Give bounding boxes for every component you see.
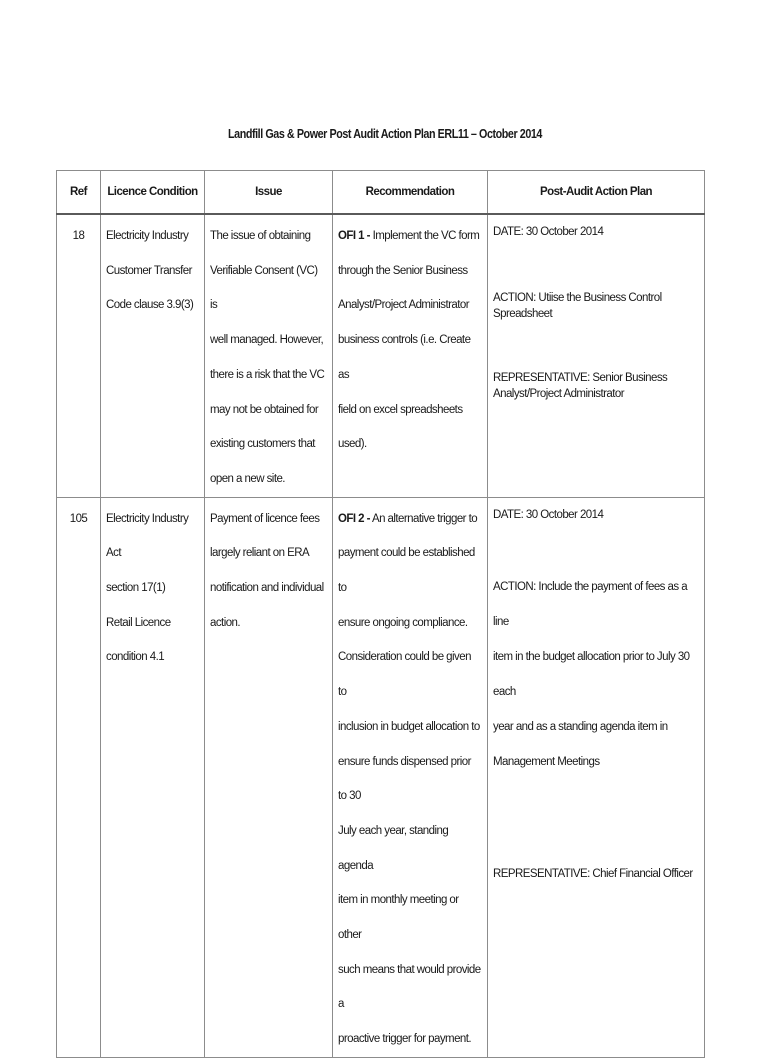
recommendation-line: ensure ongoing compliance.: [338, 616, 468, 629]
table-row: [57, 497, 705, 1057]
issue-line: open a new site.: [210, 472, 285, 485]
recommendation-line: ensure funds dispensed prior to 30: [338, 755, 471, 803]
action-representative-cont: Analyst/Project Administrator: [493, 388, 625, 400]
action-representative: REPRESENTATIVE: Chief Financial Officer: [493, 867, 693, 880]
action-date: DATE: 30 October 2014: [493, 508, 604, 521]
licence-line: Electricity Industry: [106, 230, 189, 242]
issue-line: well managed. However,: [210, 334, 324, 347]
licence-line: Retail Licence: [106, 616, 171, 629]
recommendation-line: July each year, standing agenda: [338, 824, 449, 872]
issue-line: Verifiable Consent (VC) is: [210, 264, 318, 312]
header-licence-condition: Licence Condition: [101, 171, 205, 215]
recommendation-line: Consideration could be given to: [338, 651, 471, 699]
ref-value: 105: [69, 512, 88, 525]
action-line: Management Meetings: [493, 755, 600, 768]
header-issue: Issue: [205, 171, 333, 215]
recommendation-line: business controls (i.e. Create as: [338, 334, 471, 381]
recommendation-first-text: An alternative trigger to: [369, 512, 478, 525]
action-line: ACTION: Include the payment of fees as a line: [493, 580, 688, 628]
action-representative: REPRESENTATIVE: Senior Business: [493, 372, 668, 384]
issue-line: may not be obtained for: [210, 403, 319, 416]
cell-recommendation: [333, 497, 488, 1057]
action-plan-table: [56, 170, 705, 1058]
recommendation-line: [338, 219, 482, 254]
cell-ref: [57, 497, 101, 1057]
header-ref: Ref: [57, 171, 101, 215]
licence-line: Customer Transfer: [106, 264, 192, 277]
action-text: [493, 570, 699, 780]
recommendation-first-text: Implement the VC form: [369, 230, 480, 242]
recommendation-line: proactive trigger for payment.: [338, 1033, 472, 1046]
action-line: year and as a standing agenda item in: [493, 720, 668, 733]
issue-line: notification and individual: [210, 582, 324, 595]
ofi-label: OFI 2 -: [338, 512, 370, 525]
ref-value: 18: [72, 230, 85, 242]
issue-line: existing customers that: [210, 438, 315, 451]
recommendation-line: through the Senior Business: [338, 264, 468, 277]
document-title: Landfill Gas & Power Post Audit Action Plan ERL11 – October 2014: [228, 127, 542, 141]
ofi-label: OFI 1 -: [338, 230, 370, 242]
recommendation-line: item in monthly meeting or other: [338, 894, 459, 942]
recommendation-line: payment could be established to: [338, 547, 475, 595]
action-line: item in the budget allocation prior to July 30 each: [493, 650, 690, 698]
licence-line: Electricity Industry Act: [106, 512, 189, 560]
recommendation-line: such means that would provide a: [338, 963, 481, 1011]
cell-licence-condition: [101, 497, 205, 1057]
issue-line: action.: [210, 616, 241, 629]
cell-issue: [205, 497, 333, 1057]
recommendation-line: [338, 502, 482, 537]
action-text: ACTION: Utiise the Business Control Spreadsheet: [493, 292, 662, 320]
issue-line: Payment of licence fees: [210, 512, 320, 525]
licence-line: condition 4.1: [106, 651, 165, 664]
cell-post-audit-action: [488, 214, 705, 497]
recommendation-line: Analyst/Project Administrator: [338, 299, 470, 312]
cell-ref: [57, 214, 101, 497]
licence-line: section 17(1): [106, 582, 166, 595]
issue-line: The issue of obtaining: [210, 230, 311, 242]
header-recommendation: Recommendation: [333, 171, 488, 215]
issue-line: there is a risk that the VC: [210, 368, 325, 381]
recommendation-line: field on excel spreadsheets used).: [338, 403, 463, 451]
table-row: [57, 214, 705, 497]
header-post-audit-action-plan: Post-Audit Action Plan: [488, 171, 705, 215]
cell-post-audit-action: [488, 497, 705, 1057]
cell-issue: [205, 214, 333, 497]
issue-line: largely reliant on ERA: [210, 547, 310, 560]
action-date: DATE: 30 October 2014: [493, 226, 604, 238]
recommendation-line: inclusion in budget allocation to: [338, 720, 480, 733]
cell-licence-condition: [101, 214, 205, 497]
table-header-row: [57, 171, 705, 215]
cell-recommendation: [333, 214, 488, 497]
licence-line: Code clause 3.9(3): [106, 299, 194, 312]
